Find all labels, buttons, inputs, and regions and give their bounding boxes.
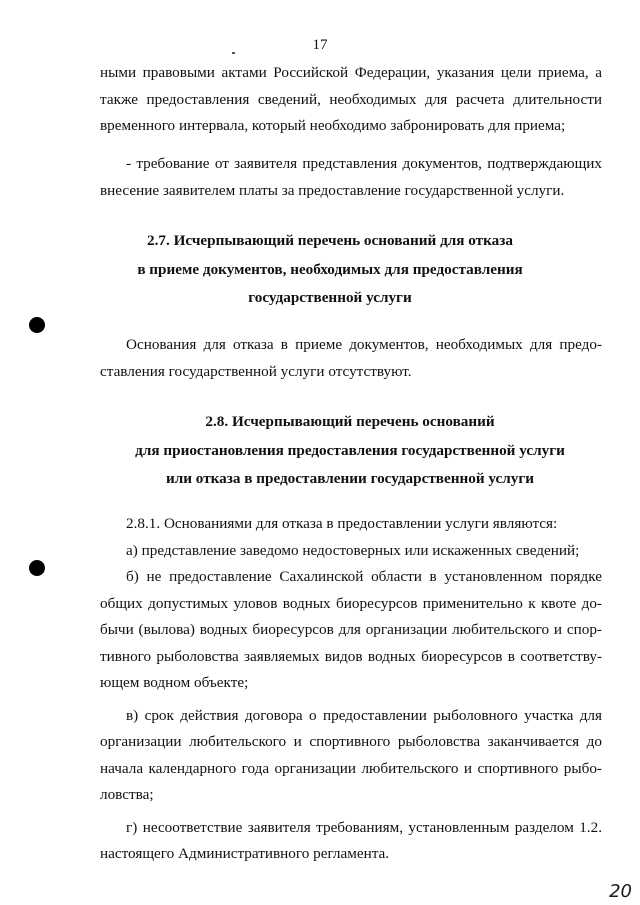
text-line: а) представление заведомо недостоверных или искаженных сведений; [126, 541, 580, 559]
heading-line: 2.7. Исчерпывающий перечень оснований для отказа [147, 232, 513, 249]
text-line: 2.8.1. Основаниями для отказа в предоставлении услуги являются: [126, 515, 558, 532]
text-line: бычи (вылова) водных биоресурсов для организации любительского и спор- [100, 621, 602, 638]
hole-punch-mark [29, 560, 45, 576]
heading-line: 2.8. Исчерпывающий перечень оснований [205, 413, 495, 430]
section-2-7-body [100, 332, 602, 385]
section-2-7-heading [40, 227, 620, 313]
text-line: тивного рыболовства заявляемых видов водных биоресурсов в соответству- [100, 647, 602, 665]
text-line: начала календарного года организации любительского и спортивного рыбо- [100, 759, 602, 777]
text-line: - требование от заявителя представления документов, подтверждающих [126, 155, 602, 172]
intro-paragraph [100, 60, 602, 140]
page-number: 17 [312, 37, 328, 53]
heading-line: или отказа в предоставлении государственной услуги [165, 470, 534, 487]
text-line: ными правовыми актами Российской Федерации, указания цели приема, а [100, 64, 602, 81]
text-line: ставления государственной услуги отсутствуют. [100, 362, 412, 380]
text-line: б) не предоставление Сахалинской области в установленном порядке [126, 568, 602, 585]
heading-line: в приеме документов, необходимых для предоставления [137, 260, 523, 278]
heading-line: государственной услуги [248, 289, 412, 306]
text-line: организации любительского и спортивного рыболовства заканчивается до [100, 733, 602, 750]
text-line: также предоставления сведений, необходимых для расчета длительности [100, 90, 602, 108]
text-line: настоящего Административного регламента. [100, 845, 390, 862]
text-line: ловства; [100, 786, 154, 803]
text-line: г) несоответствие заявителя требованиям, установленным разделом 1.2. [126, 818, 602, 836]
heading-line: для приостановления предоставления государственной услуги [135, 441, 565, 459]
handwritten-page-number: 20 [609, 881, 632, 902]
hole-punch-mark [29, 317, 45, 333]
requirement-paragraph [100, 151, 602, 204]
text-line: общих допустимых уловов водных биоресурсов применительно к квоте до- [100, 594, 602, 612]
text-line: временного интервала, который необходимо забронировать для приема; [100, 117, 566, 134]
text-line: Основания для отказа в приеме документов, необходимых для предо- [126, 336, 602, 353]
text-line: внесение заявителем платы за предоставление государственной услуги. [100, 181, 565, 199]
section-2-8-body [100, 511, 602, 868]
text-line: ющем водном объекте; [100, 674, 249, 691]
text-line: в) срок действия договора о предоставлении рыболовного участка для [126, 706, 602, 724]
section-2-8-heading [40, 408, 640, 494]
